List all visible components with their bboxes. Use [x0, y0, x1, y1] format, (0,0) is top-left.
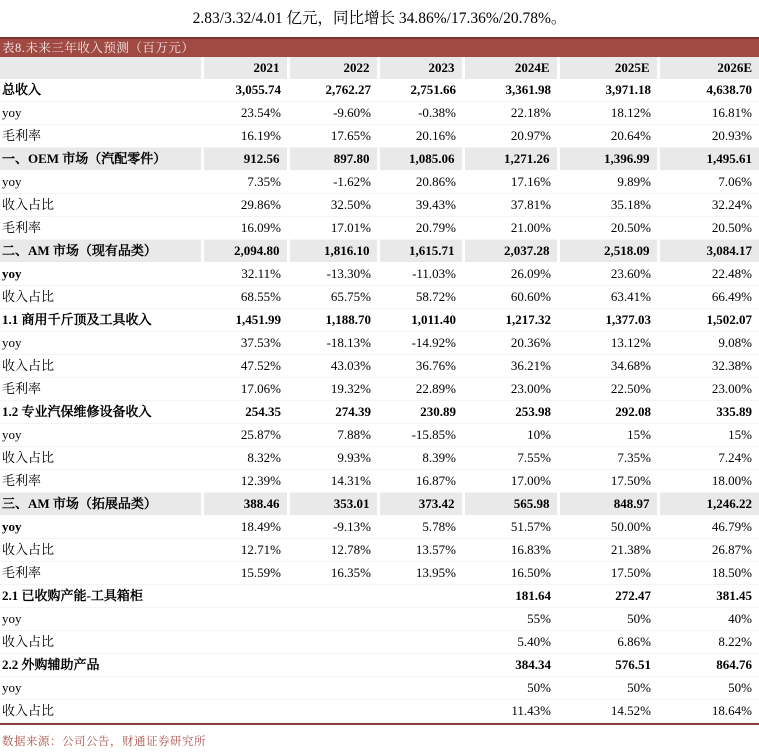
cell-value: 20.93% [658, 125, 759, 148]
cell-value: 12.71% [202, 539, 288, 562]
table-row [0, 171, 759, 194]
cell-value: 39.43% [378, 194, 463, 217]
cell-value: 50.00% [558, 516, 658, 539]
cell-value: 11.43% [463, 700, 558, 723]
table-row [0, 102, 759, 125]
cell-value: 565.98 [463, 493, 558, 516]
cell-value: 20.16% [378, 125, 463, 148]
table-bottom-rule [0, 723, 759, 725]
cell-value: 9.89% [558, 171, 658, 194]
cell-value: 36.21% [463, 355, 558, 378]
cell-value: 29.86% [202, 194, 288, 217]
row-label: yoy [0, 424, 202, 447]
cell-value [378, 585, 463, 608]
cell-value: 32.11% [202, 263, 288, 286]
cell-value: 1,377.03 [558, 309, 658, 332]
cell-value: 20.50% [658, 217, 759, 240]
cell-value: 848.97 [558, 493, 658, 516]
table-row [0, 631, 759, 654]
cell-value: 9.08% [658, 332, 759, 355]
table-row [0, 493, 759, 516]
cell-value: 17.50% [558, 562, 658, 585]
table-title: 表8.未来三年收入预测（百万元） [0, 37, 759, 57]
row-label: 毛利率 [0, 217, 202, 240]
cell-value: 17.16% [463, 171, 558, 194]
cell-value: 50% [558, 677, 658, 700]
cell-value: 1,451.99 [202, 309, 288, 332]
row-label: 2.1 已收购产能-工具箱柜 [0, 585, 202, 608]
cell-value: 37.53% [202, 332, 288, 355]
header-year-cell: 2021 [202, 57, 288, 79]
cell-value: 2,037.28 [463, 240, 558, 263]
cell-value: 35.18% [558, 194, 658, 217]
cell-value: 3,361.98 [463, 79, 558, 102]
cell-value: 15% [658, 424, 759, 447]
row-label: 2.2 外购辅助产品 [0, 654, 202, 677]
cell-value: 19.32% [288, 378, 378, 401]
cell-value: 8.22% [658, 631, 759, 654]
cell-value: 4,638.70 [658, 79, 759, 102]
revenue-forecast-table [0, 37, 759, 749]
cell-value: 274.39 [288, 401, 378, 424]
table-row [0, 424, 759, 447]
cell-value: 40% [658, 608, 759, 631]
cell-value: 7.35% [202, 171, 288, 194]
cell-value: 6.86% [558, 631, 658, 654]
cell-value: 253.98 [463, 401, 558, 424]
cell-value: 16.81% [658, 102, 759, 125]
table-header [0, 57, 759, 79]
table-row [0, 332, 759, 355]
cell-value [378, 654, 463, 677]
table-row [0, 286, 759, 309]
row-label: 收入占比 [0, 355, 202, 378]
cell-value: 23.54% [202, 102, 288, 125]
cell-value: 20.97% [463, 125, 558, 148]
cell-value: 897.80 [288, 148, 378, 171]
intro-paragraph: 2.83/3.32/4.01 亿元，同比增长 34.86%/17.36%/20.78%。 [192, 10, 567, 27]
cell-value: 5.40% [463, 631, 558, 654]
cell-value: 381.45 [658, 585, 759, 608]
cell-value: -14.92% [378, 332, 463, 355]
table-row [0, 125, 759, 148]
cell-value [288, 631, 378, 654]
cell-value [378, 677, 463, 700]
cell-value: 18.49% [202, 516, 288, 539]
data-source-note: 数据来源：公司公告，财通证券研究所 [2, 736, 206, 748]
table-row [0, 263, 759, 286]
cell-value [288, 700, 378, 723]
row-label: yoy [0, 608, 202, 631]
table-body [0, 79, 759, 723]
cell-value: 17.65% [288, 125, 378, 148]
cell-value: 2,094.80 [202, 240, 288, 263]
cell-value [202, 700, 288, 723]
row-label: 1.1 商用千斤顶及工具收入 [0, 309, 202, 332]
cell-value: 12.78% [288, 539, 378, 562]
cell-value: -0.38% [378, 102, 463, 125]
table-row [0, 562, 759, 585]
row-label: 毛利率 [0, 562, 202, 585]
cell-value: 7.55% [463, 447, 558, 470]
cell-value: 384.34 [463, 654, 558, 677]
cell-value: 66.49% [658, 286, 759, 309]
cell-value: 50% [463, 677, 558, 700]
cell-value: 388.46 [202, 493, 288, 516]
cell-value: 18.12% [558, 102, 658, 125]
cell-value: 26.09% [463, 263, 558, 286]
table-row [0, 194, 759, 217]
cell-value: 22.89% [378, 378, 463, 401]
cell-value: 1,246.22 [658, 493, 759, 516]
row-label: 二、AM 市场（现有品类） [0, 240, 202, 263]
cell-value: -18.13% [288, 332, 378, 355]
cell-value [202, 654, 288, 677]
cell-value: 13.12% [558, 332, 658, 355]
cell-value: 1,502.07 [658, 309, 759, 332]
row-label: 毛利率 [0, 378, 202, 401]
cell-value: 254.35 [202, 401, 288, 424]
cell-value: 63.41% [558, 286, 658, 309]
cell-value: 20.79% [378, 217, 463, 240]
cell-value: 373.42 [378, 493, 463, 516]
header-year-cell: 2022 [288, 57, 378, 79]
cell-value: 181.64 [463, 585, 558, 608]
row-label: yoy [0, 171, 202, 194]
table-row [0, 447, 759, 470]
table-row [0, 539, 759, 562]
cell-value: 7.24% [658, 447, 759, 470]
cell-value: 13.57% [378, 539, 463, 562]
cell-value: 1,615.71 [378, 240, 463, 263]
cell-value: 13.95% [378, 562, 463, 585]
cell-value: 20.64% [558, 125, 658, 148]
cell-value: 36.76% [378, 355, 463, 378]
cell-value: 864.76 [658, 654, 759, 677]
row-label: 收入占比 [0, 447, 202, 470]
table-row [0, 654, 759, 677]
cell-value: -9.13% [288, 516, 378, 539]
table-row [0, 378, 759, 401]
cell-value: -1.62% [288, 171, 378, 194]
cell-value: 8.32% [202, 447, 288, 470]
cell-value: 230.89 [378, 401, 463, 424]
cell-value: 20.50% [558, 217, 658, 240]
cell-value: 17.01% [288, 217, 378, 240]
row-label: 三、AM 市场（拓展品类） [0, 493, 202, 516]
table-row [0, 516, 759, 539]
cell-value: 272.47 [558, 585, 658, 608]
header-year-cell: 2024E [463, 57, 558, 79]
cell-value: 1,495.61 [658, 148, 759, 171]
cell-value: 7.35% [558, 447, 658, 470]
table-row [0, 677, 759, 700]
cell-value: 34.68% [558, 355, 658, 378]
cell-value: 17.06% [202, 378, 288, 401]
cell-value: 3,084.17 [658, 240, 759, 263]
cell-value: 9.93% [288, 447, 378, 470]
row-label: 1.2 专业汽保维修设备收入 [0, 401, 202, 424]
cell-value: 43.03% [288, 355, 378, 378]
cell-value: 32.50% [288, 194, 378, 217]
table-row [0, 217, 759, 240]
cell-value: 47.52% [202, 355, 288, 378]
cell-value: 2,762.27 [288, 79, 378, 102]
cell-value: 21.00% [463, 217, 558, 240]
cell-value: 22.18% [463, 102, 558, 125]
row-label: yoy [0, 332, 202, 355]
row-label: yoy [0, 516, 202, 539]
cell-value: 16.83% [463, 539, 558, 562]
cell-value: 3,055.74 [202, 79, 288, 102]
row-label: 收入占比 [0, 539, 202, 562]
cell-value: 7.88% [288, 424, 378, 447]
cell-value: 1,188.70 [288, 309, 378, 332]
table-row [0, 355, 759, 378]
cell-value: 65.75% [288, 286, 378, 309]
table-row [0, 240, 759, 263]
cell-value [378, 631, 463, 654]
cell-value: 576.51 [558, 654, 658, 677]
cell-value: 3,971.18 [558, 79, 658, 102]
cell-value: 51.57% [463, 516, 558, 539]
table-row [0, 309, 759, 332]
cell-value: -9.60% [288, 102, 378, 125]
cell-value: -15.85% [378, 424, 463, 447]
cell-value: 60.60% [463, 286, 558, 309]
cell-value: 26.87% [658, 539, 759, 562]
cell-value: 2,751.66 [378, 79, 463, 102]
table-row [0, 148, 759, 171]
row-label: 毛利率 [0, 125, 202, 148]
table-row [0, 700, 759, 723]
cell-value [378, 700, 463, 723]
cell-value: 37.81% [463, 194, 558, 217]
cell-value [288, 677, 378, 700]
cell-value [202, 585, 288, 608]
table-row [0, 79, 759, 102]
cell-value: 55% [463, 608, 558, 631]
cell-value: 20.36% [463, 332, 558, 355]
cell-value: 7.06% [658, 171, 759, 194]
cell-value: 16.50% [463, 562, 558, 585]
row-label: 收入占比 [0, 700, 202, 723]
cell-value [288, 654, 378, 677]
row-label: yoy [0, 102, 202, 125]
cell-value: 17.50% [558, 470, 658, 493]
cell-value: 912.56 [202, 148, 288, 171]
cell-value: 16.35% [288, 562, 378, 585]
cell-value: 20.86% [378, 171, 463, 194]
table-row [0, 470, 759, 493]
row-label: 毛利率 [0, 470, 202, 493]
header-row [0, 57, 759, 79]
header-year-cell: 2026E [658, 57, 759, 79]
header-year-cell: 2025E [558, 57, 658, 79]
cell-value: 16.09% [202, 217, 288, 240]
cell-value: 25.87% [202, 424, 288, 447]
cell-value: 23.00% [658, 378, 759, 401]
cell-value: 15.59% [202, 562, 288, 585]
cell-value: 58.72% [378, 286, 463, 309]
cell-value: 21.38% [558, 539, 658, 562]
cell-value: 14.31% [288, 470, 378, 493]
cell-value: 17.00% [463, 470, 558, 493]
cell-value: 1,816.10 [288, 240, 378, 263]
row-label: 收入占比 [0, 631, 202, 654]
row-label: 收入占比 [0, 194, 202, 217]
row-label: yoy [0, 677, 202, 700]
cell-value [202, 677, 288, 700]
cell-value: 12.39% [202, 470, 288, 493]
cell-value: 32.38% [658, 355, 759, 378]
cell-value: -13.30% [288, 263, 378, 286]
row-label: 总收入 [0, 79, 202, 102]
table-row [0, 608, 759, 631]
cell-value: 18.00% [658, 470, 759, 493]
cell-value: 335.89 [658, 401, 759, 424]
cell-value: 5.78% [378, 516, 463, 539]
cell-value: 1,011.40 [378, 309, 463, 332]
cell-value: 68.55% [202, 286, 288, 309]
cell-value: 23.00% [463, 378, 558, 401]
table-row [0, 585, 759, 608]
cell-value: 22.48% [658, 263, 759, 286]
row-label: 收入占比 [0, 286, 202, 309]
header-label-cell [0, 57, 202, 79]
cell-value: 46.79% [658, 516, 759, 539]
forecast-data-table [0, 57, 759, 723]
cell-value: 353.01 [288, 493, 378, 516]
cell-value: 1,217.32 [463, 309, 558, 332]
row-label: yoy [0, 263, 202, 286]
cell-value: 32.24% [658, 194, 759, 217]
cell-value [288, 585, 378, 608]
cell-value: 1,271.26 [463, 148, 558, 171]
cell-value: 16.87% [378, 470, 463, 493]
cell-value: 2,518.09 [558, 240, 658, 263]
row-label: 一、OEM 市场（汽配零件） [0, 148, 202, 171]
cell-value [202, 631, 288, 654]
header-year-cell: 2023 [378, 57, 463, 79]
cell-value: 292.08 [558, 401, 658, 424]
cell-value [202, 608, 288, 631]
cell-value: 15% [558, 424, 658, 447]
cell-value: 50% [658, 677, 759, 700]
cell-value: 18.64% [658, 700, 759, 723]
cell-value: 18.50% [658, 562, 759, 585]
cell-value: 14.52% [558, 700, 658, 723]
cell-value: -11.03% [378, 263, 463, 286]
cell-value: 10% [463, 424, 558, 447]
table-row [0, 401, 759, 424]
cell-value [378, 608, 463, 631]
cell-value [288, 608, 378, 631]
cell-value: 16.19% [202, 125, 288, 148]
cell-value: 50% [558, 608, 658, 631]
cell-value: 22.50% [558, 378, 658, 401]
cell-value: 23.60% [558, 263, 658, 286]
cell-value: 8.39% [378, 447, 463, 470]
cell-value: 1,396.99 [558, 148, 658, 171]
cell-value: 1,085.06 [378, 148, 463, 171]
